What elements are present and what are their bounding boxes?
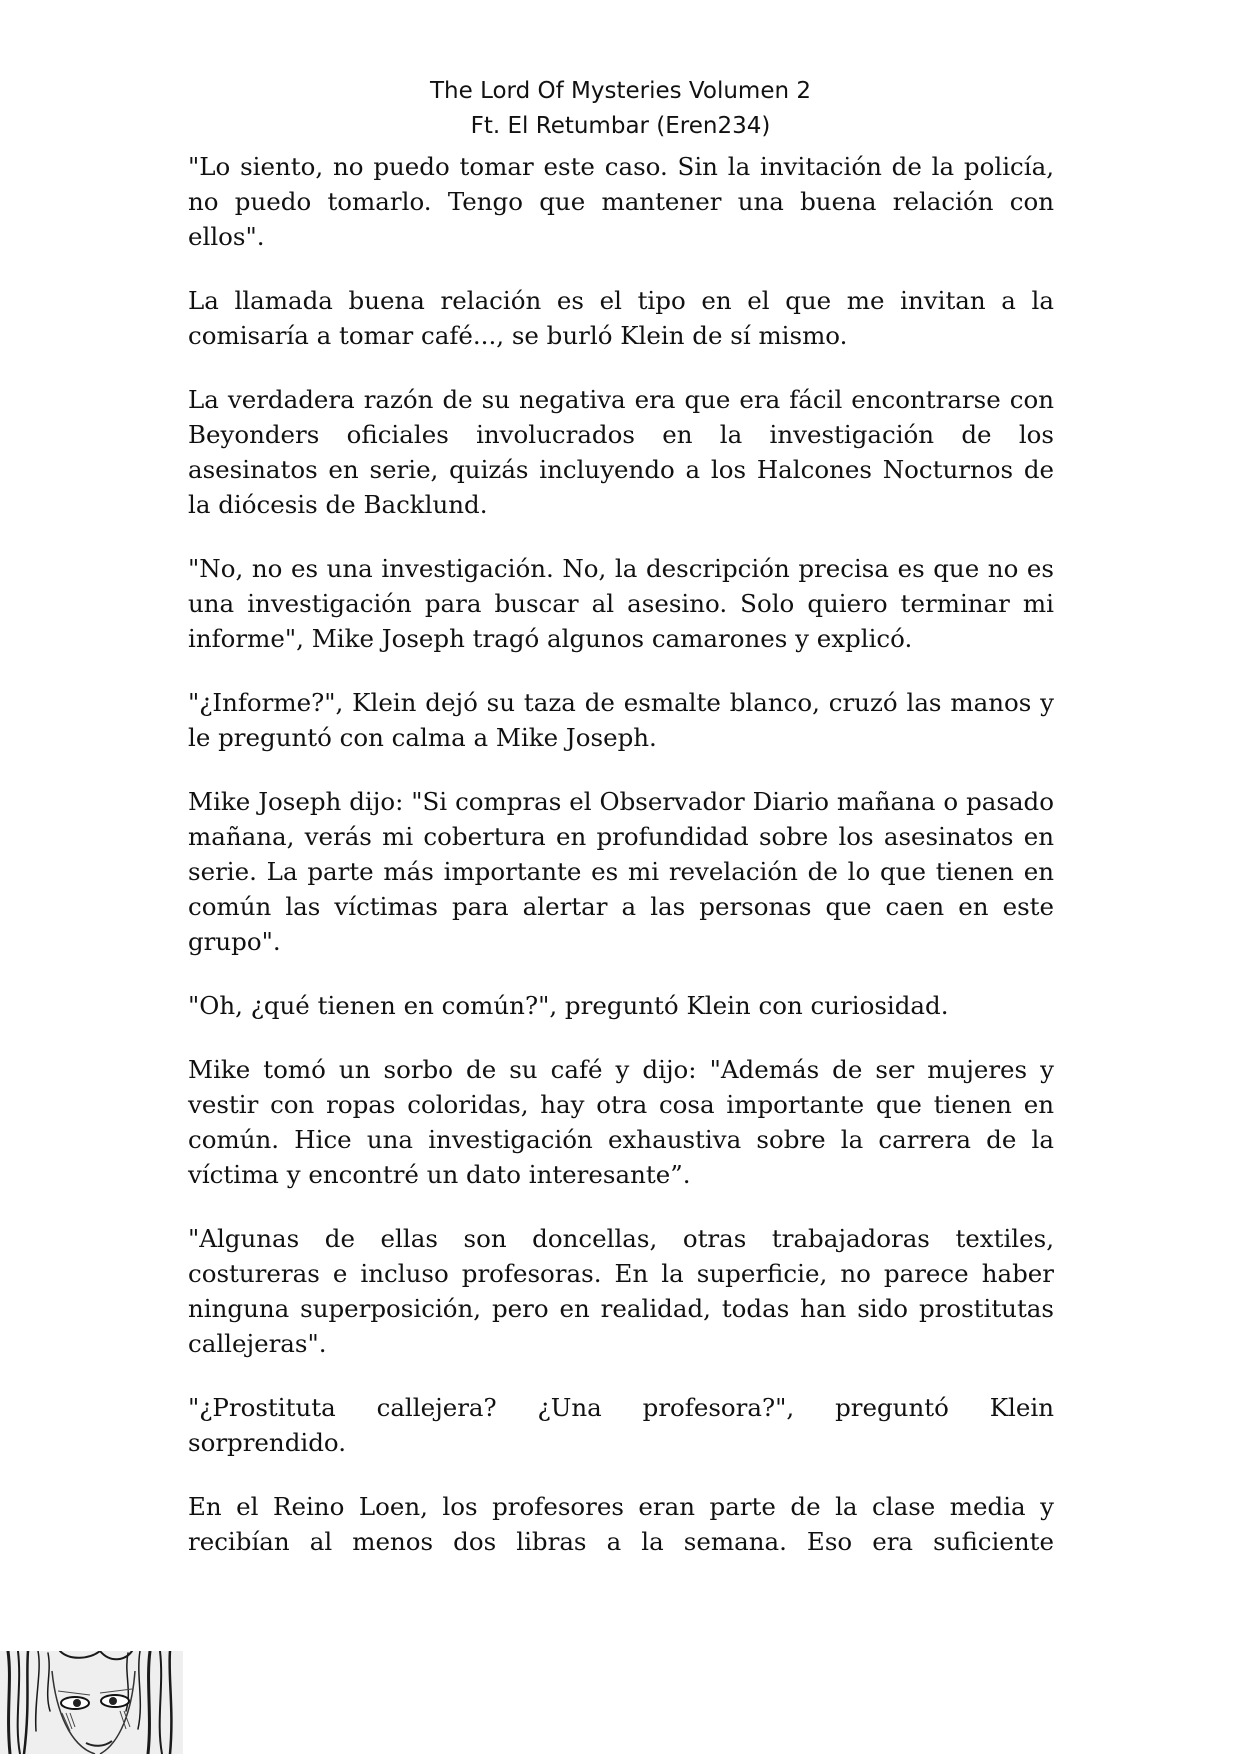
paragraph: Mike tomó un sorbo de su café y dijo: "Además de ser mujeres y vestir con ropas coloridas, hay otra cosa importante que tienen en común. Hice una investigación exhaustiva sobre la carrera de la víctima y encontré un dato interesante”. xyxy=(188,1055,1054,1189)
book-subtitle: Ft. El Retumbar (Eren234) xyxy=(470,113,771,139)
document-body xyxy=(188,149,1054,1588)
paragraph: "¿Prostituta callejera? ¿Una profesora?", preguntó Klein sorprendido. xyxy=(188,1393,1054,1457)
page-header xyxy=(0,74,1241,144)
portrait-drawing xyxy=(0,1651,183,1754)
book-title: The Lord Of Mysteries Volumen 2 xyxy=(429,78,811,104)
paragraph: En el Reino Loen, los profesores eran parte de la clase media y recibían al menos dos libras a la semana. Eso era suficiente xyxy=(188,1492,1054,1556)
paragraph: "No, no es una investigación. No, la descripción precisa es que no es una investigación para buscar al asesino. Solo quiero terminar mi informe", Mike Joseph tragó algunos camarones y explicó. xyxy=(188,554,1054,653)
paragraph: "Oh, ¿qué tienen en común?", preguntó Klein con curiosidad. xyxy=(188,991,949,1020)
paragraph: La llamada buena relación es el tipo en el que me invitan a la comisaría a tomar café..., se burló Klein de sí mismo. xyxy=(188,286,1054,350)
paragraph: Mike Joseph dijo: "Si compras el Observador Diario mañana o pasado mañana, verás mi cobertura en profundidad sobre los asesinatos en serie. La parte más importante es mi revelación de lo que tienen en común las víctimas para alertar a las personas que caen en este grupo". xyxy=(188,787,1054,956)
character-portrait-image xyxy=(0,1651,183,1754)
paragraph: La verdadera razón de su negativa era que era fácil encontrarse con Beyonders oficiales involucrados en la investigación de los asesinatos en serie, quizás incluyendo a los Halcones Nocturnos de la diócesis de Backlund. xyxy=(188,385,1054,519)
paragraph: "¿Informe?", Klein dejó su taza de esmalte blanco, cruzó las manos y le preguntó con calma a Mike Joseph. xyxy=(188,688,1054,752)
paragraph: "Algunas de ellas son doncellas, otras trabajadoras textiles, costureras e incluso profesoras. En la superficie, no parece haber ninguna superposición, pero en realidad, todas han sido prostitutas callejeras". xyxy=(188,1224,1054,1358)
paragraph: "Lo siento, no puedo tomar este caso. Sin la invitación de la policía, no puedo tomarlo. Tengo que mantener una buena relación con ellos". xyxy=(188,152,1054,251)
